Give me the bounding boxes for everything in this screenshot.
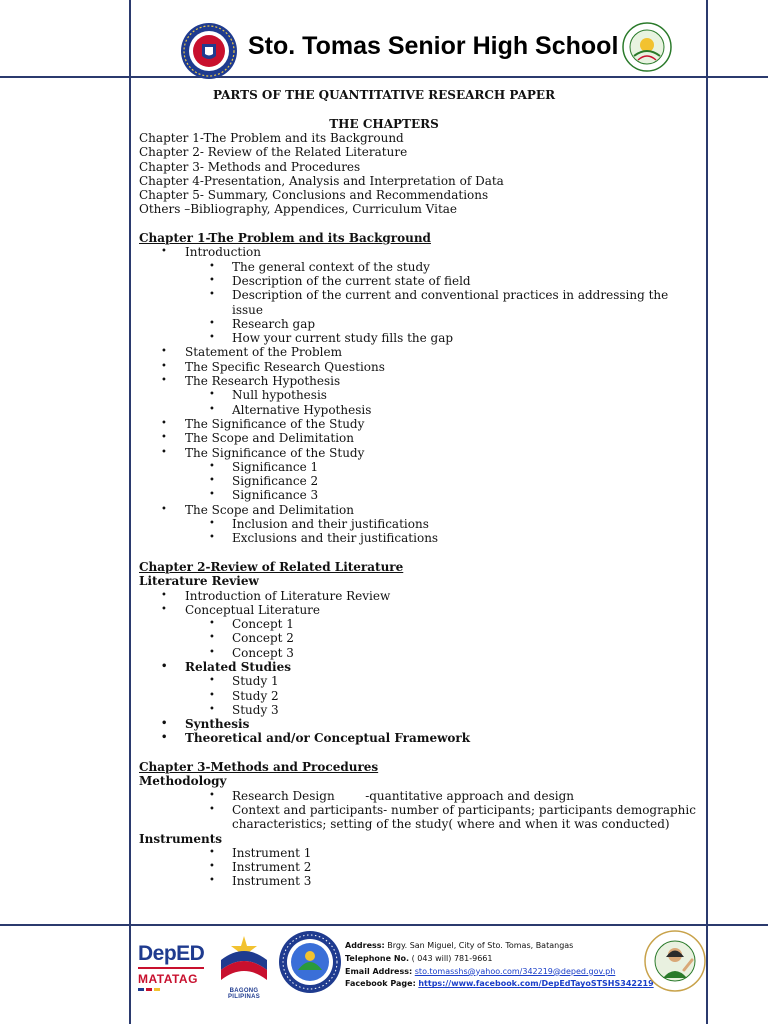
school-name: Sto. Tomas Senior High School — [248, 32, 619, 60]
sub-bullet-item: • Significance 2 — [139, 474, 699, 488]
sub-bullet-item: • Research Design -quantitative approach and design — [139, 789, 699, 803]
chapter-list-item: Chapter 1-The Problem and its Background — [139, 131, 404, 145]
bagong-pilipinas-logo — [213, 934, 275, 1000]
sub-bullet-item: • How your current study fills the gap — [139, 331, 699, 345]
bullet-item: • The Significance of the Study — [139, 417, 699, 431]
document-title: PARTS OF THE QUANTITATIVE RESEARCH PAPER — [212, 88, 556, 102]
bullet-item: • Related Studies — [139, 660, 699, 674]
chapter-1-heading: Chapter 1-The Problem and its Background — [139, 231, 431, 246]
instruments-subheading: Instruments — [139, 831, 223, 846]
sub-bullet-item: • Instrument 2 — [139, 860, 699, 874]
matatag-dots — [138, 988, 210, 991]
sub-bullet-item: • The general context of the study — [139, 260, 699, 274]
bullet-item: • The Research Hypothesis — [139, 374, 699, 388]
facebook-line — [345, 978, 654, 991]
deped-underline — [138, 967, 204, 969]
deped-matatag-logo — [138, 942, 210, 998]
school-footer-seal-logo — [278, 930, 342, 994]
sub-bullet-item: • Inclusion and their justifications — [139, 517, 699, 531]
deped-wordmark: DepED — [138, 942, 205, 965]
address-line — [345, 940, 654, 953]
bullet-item: • Synthesis — [139, 717, 699, 731]
sub-bullet-item: • Description of the current state of field — [139, 274, 699, 288]
bullet-item: • Introduction — [139, 245, 699, 259]
bullet-item: • Introduction of Literature Review — [139, 589, 699, 603]
chapter-2-heading: Chapter 2-Review of Related Literature — [139, 559, 404, 574]
sub-bullet-item: • Study 3 — [139, 703, 699, 717]
chapter-list-item: Others –Bibliography, Appendices, Curriculum Vitae — [139, 202, 458, 217]
literature-review-subheading: Literature Review — [139, 574, 259, 589]
school-contact-info — [345, 940, 654, 991]
bullet-item: • The Scope and Delimitation — [139, 503, 699, 517]
sub-bullet-item: • Concept 2 — [139, 631, 699, 645]
sub-bullet-item: • Research gap — [139, 317, 699, 331]
chapter-list-item: Chapter 4-Presentation, Analysis and Interpretation of Data — [139, 173, 504, 188]
telephone-value: ( 043 will) 781-9661 — [411, 953, 493, 963]
footer-rule — [0, 924, 768, 926]
sub-bullet-item: • Alternative Hypothesis — [139, 403, 699, 417]
bullet-item: • Statement of the Problem — [139, 345, 699, 359]
sub-bullet-item: • Context and participants- number of participants; participants demographic characteristics; setting of the study( where and when it was conducted) — [139, 803, 699, 832]
bullet-item: • Conceptual Literature — [139, 603, 699, 617]
methodology-subheading: Methodology — [139, 774, 227, 789]
sub-bullet-item: • Significance 3 — [139, 488, 699, 502]
chapter-list-item: Chapter 5- Summary, Conclusions and Recommendations — [139, 188, 489, 203]
sub-bullet-item: • Instrument 3 — [139, 874, 699, 888]
school-seal-logo — [622, 22, 672, 72]
sub-bullet-item: • Concept 3 — [139, 646, 699, 660]
sub-bullet-item: • Description of the current and conventional practices in addressing the issue — [139, 288, 699, 317]
matatag-wordmark: MATATAG — [138, 972, 198, 986]
deped-seal-logo — [180, 22, 238, 80]
address-label: Address: — [345, 941, 385, 950]
sub-bullet-item: • Instrument 1 — [139, 846, 699, 860]
header-rule — [0, 76, 768, 78]
sub-bullet-item: • Significance 1 — [139, 460, 699, 474]
sub-bullet-item: • Study 2 — [139, 689, 699, 703]
right-margin-line — [706, 0, 708, 1024]
email-label: Email Address: — [345, 966, 413, 976]
sub-bullet-item: • Study 1 — [139, 674, 699, 688]
facebook-link[interactable]: https://www.facebook.com/DepEdTayoSTSHS342219 — [418, 979, 654, 989]
email-link[interactable]: sto.tomasshs@yahoo.com/342219@deped.gov.ph — [414, 966, 616, 976]
bullet-item: • The Scope and Delimitation — [139, 431, 699, 445]
chapter-list-item: Chapter 2- Review of the Related Literature — [139, 145, 408, 160]
document-body — [139, 131, 699, 889]
address-value: Brgy. San Miguel, City of Sto. Tomas, Batangas — [387, 941, 574, 950]
bullet-item: • The Significance of the Study — [139, 446, 699, 460]
chapter-3-heading: Chapter 3-Methods and Procedures — [139, 760, 379, 775]
email-line — [345, 966, 654, 979]
tomasino-mascot-logo — [644, 930, 706, 992]
facebook-label: Facebook Page: — [345, 979, 416, 989]
chapter-list-item: Chapter 3- Methods and Procedures — [139, 159, 361, 174]
bullet-item: • The Specific Research Questions — [139, 360, 699, 374]
bagong-pilipinas-emblem — [213, 934, 275, 984]
sub-bullet-item: • Exclusions and their justifications — [139, 531, 699, 545]
sub-bullet-item: • Null hypothesis — [139, 388, 699, 402]
bullet-item: • Theoretical and/or Conceptual Framework — [139, 731, 699, 745]
telephone-line — [345, 953, 654, 966]
telephone-label: Telephone No. — [345, 953, 410, 963]
bagong-pilipinas-wordmark: BAGONG PILIPINAS — [227, 988, 261, 1000]
left-margin-line — [129, 0, 131, 1024]
sub-bullet-item: • Concept 1 — [139, 617, 699, 631]
chapters-section-title: THE CHAPTERS — [329, 117, 439, 131]
